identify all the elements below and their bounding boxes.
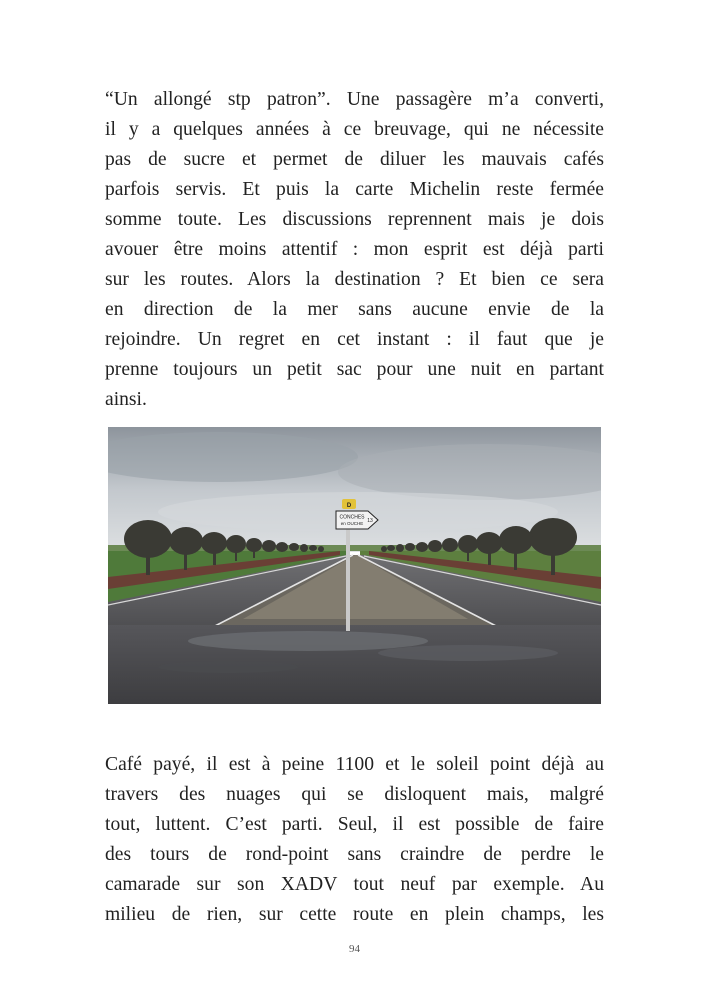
text-line: rejoindre. Un regret en cet instant : il faut que je — [105, 329, 604, 350]
sign-distance: 13 — [367, 518, 373, 524]
text-line: pas de sucre et permet de diluer les mauvais cafés — [105, 149, 604, 170]
text-line: somme toute. Les discussions reprennent mais je dois — [105, 209, 604, 230]
road-photo — [108, 427, 601, 704]
text-line: en direction de la mer sans aucune envie de la — [105, 299, 604, 320]
text-line: “Un allongé stp patron”. Une passagère m’a converti, — [105, 89, 604, 110]
text-line: tout, luttent. C’est parti. Seul, il est possible de faire — [105, 814, 604, 835]
sign-line-1: CONCHES — [339, 514, 365, 521]
text-line: des tours de rond-point sans craindre de perdre le — [105, 844, 604, 865]
text-line: il y a quelques années à ce breuvage, qui ne nécessite — [105, 119, 604, 140]
sign-line-2: en OUCHE — [340, 521, 364, 526]
text-line: Café payé, il est à peine 1100 et le soleil point déjà au — [105, 754, 604, 775]
paragraph-2 — [105, 750, 604, 930]
text-line: avouer être moins attentif : mon esprit est déjà parti — [105, 239, 604, 260]
paragraph-1 — [105, 85, 604, 415]
text-line: camarade sur son XADV tout neuf par exemple. Au — [105, 874, 604, 895]
text-line: parfois servis. Et puis la carte Michelin reste fermée — [105, 179, 604, 200]
text-line: milieu de rien, sur cette route en plein champs, les — [105, 904, 604, 925]
text-line: ainsi. — [105, 389, 147, 410]
text-line: travers des nuages qui se disloquent mais, malgré — [105, 784, 604, 805]
text-line: sur les routes. Alors la destination ? Et bien ce sera — [105, 269, 604, 290]
page-number: 94 — [349, 943, 360, 955]
text-line: prenne toujours un petit sac pour une nuit en partant — [105, 359, 604, 380]
road-plate-label: D — [346, 503, 352, 509]
